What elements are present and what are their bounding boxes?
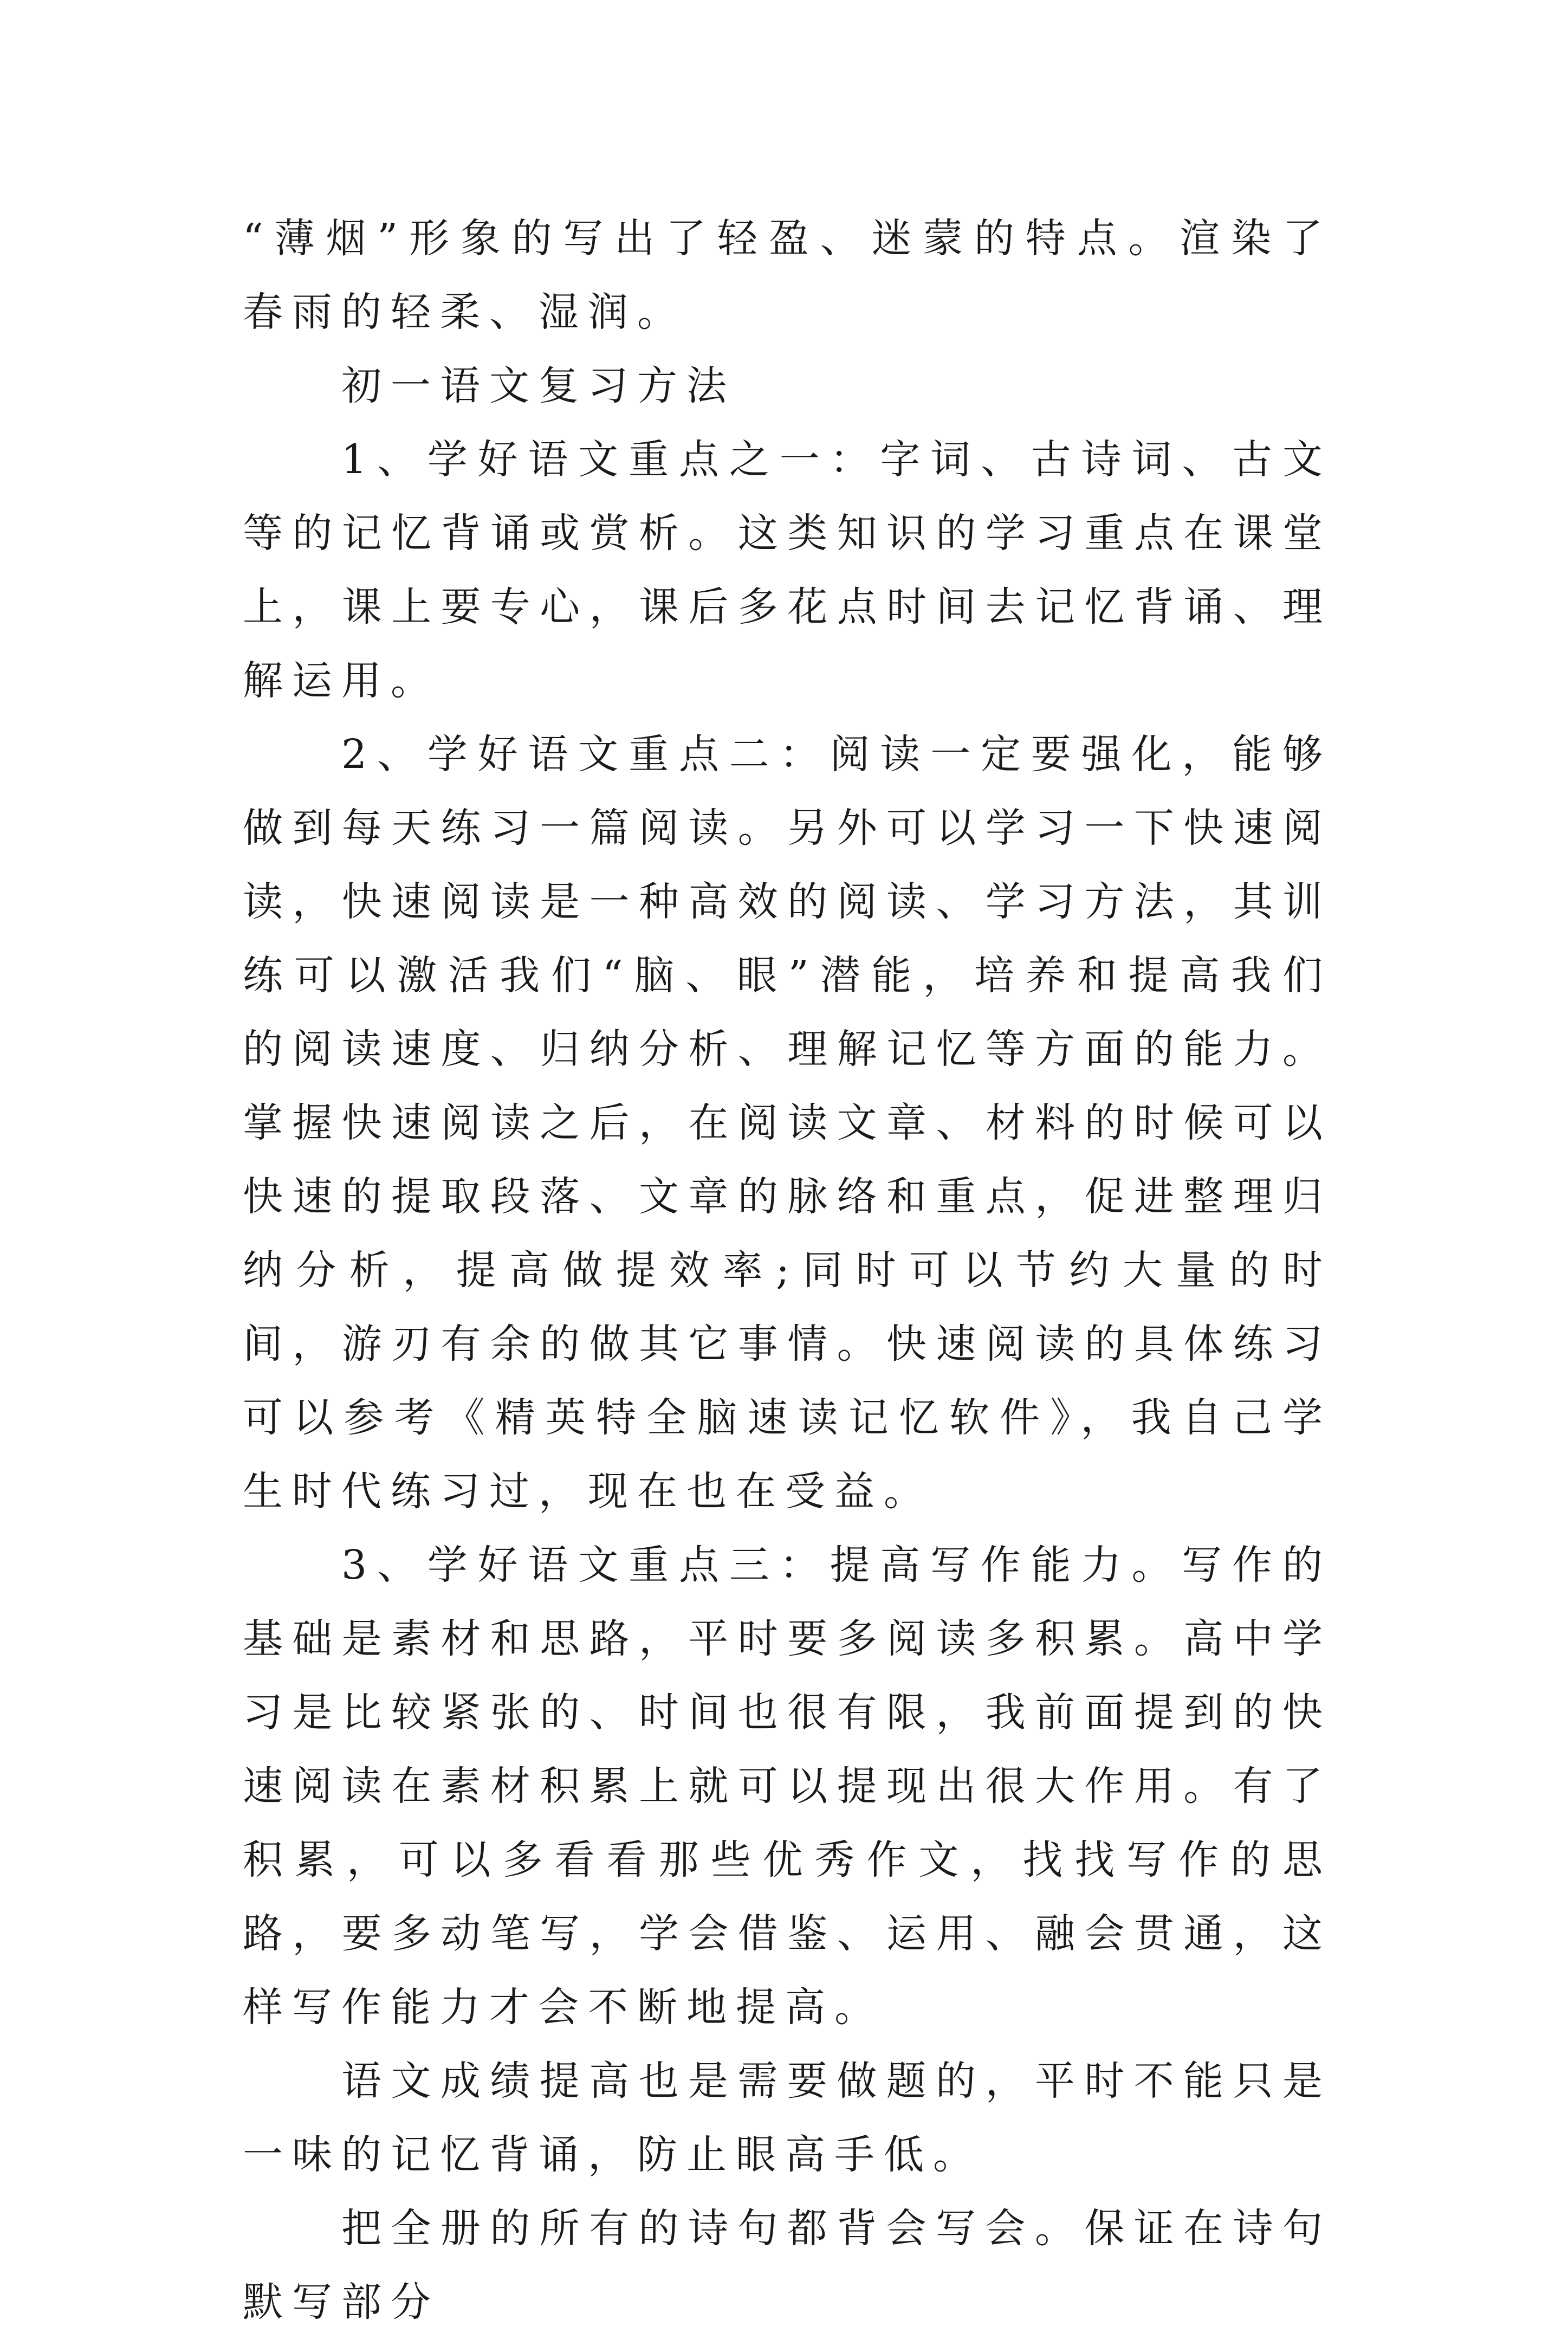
document-body — [243, 202, 1332, 2339]
section-heading: 初一语文复习方法 — [341, 363, 736, 409]
paragraph-practice: 语文成绩提高也是需要做题的，平时不能只是一味的记忆背诵，防止眼高手低。 — [243, 2058, 1332, 2178]
paragraph-poems: 把全册的所有的诗句都背会写会。保证在诗句默写部分 — [243, 2205, 1332, 2325]
paragraph-method-2: 2、学好语文重点二：阅读一定要强化，能够做到每天练习一篇阅读。另外可以学习一下快速阅读，快速阅读是一种高效的阅读、学习方法，其训练可以激活我们“脑、眼”潜能，培养和提高我们的阅读速度、归纳分析、理解记忆等方面的能力。掌握快速阅读之后，在阅读文章、材料的时候可以快速的提取段落、文章的脉络和重点，促进整理归纳分析，提高做提效率;同时可以节约大量的时间，游刃有余的做其它事情。快速阅读的具体练习可以参考《精英特全脑速读记忆软件》，我自己学生时代练习过，现在也在受益。 — [243, 731, 1332, 1515]
paragraph-method-3: 3、学好语文重点三：提高写作能力。写作的基础是素材和思路，平时要多阅读多积累。高中学习是比较紧张的、时间也很有限，我前面提到的快速阅读在素材积累上就可以提现出很大作用。有了积累，可以多看看那些优秀作文，找找写作的思路，要多动笔写，学会借鉴、运用、融会贯通，这样写作能力才会不断地提高。 — [243, 1542, 1332, 2031]
paragraph-continuation: “薄烟”形象的写出了轻盈、迷蒙的特点。渲染了春雨的轻柔、湿润。 — [243, 215, 1332, 335]
paragraph-method-1: 1、学好语文重点之一：字词、古诗词、古文等的记忆背诵或赏析。这类知识的学习重点在课堂上，课上要专心，课后多花点时间去记忆背诵、理解运用。 — [243, 436, 1332, 704]
